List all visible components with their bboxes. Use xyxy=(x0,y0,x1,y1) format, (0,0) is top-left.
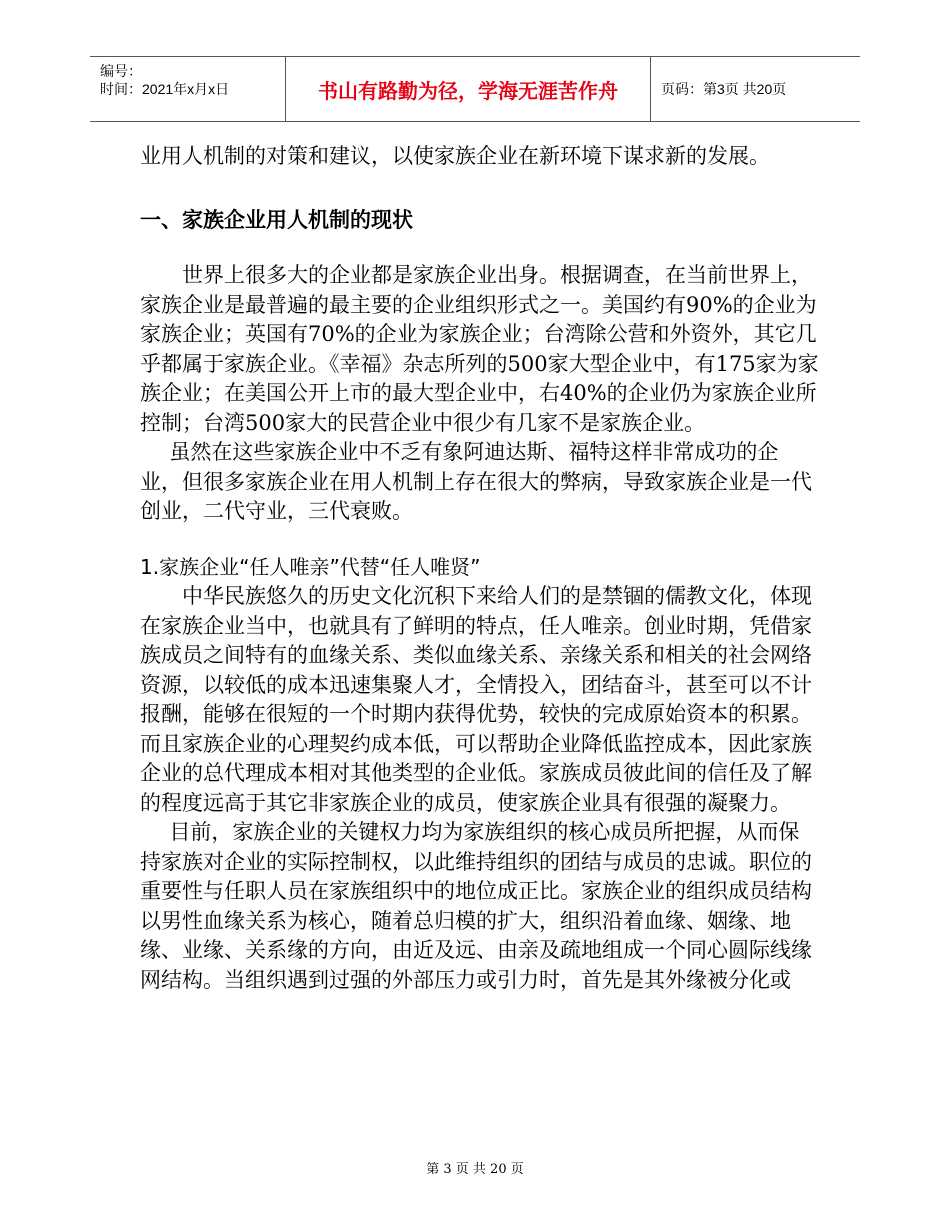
header-page-info: 页码：第3页 共20页 xyxy=(661,81,787,97)
paragraph-2: 虽然在这些家族企业中不乏有象阿迪达斯、福特这样非常成功的企业，但很多家族企业在用人机制上存在很大的弊病，导致家族企业是一代创业，二代守业，三代衰败。 xyxy=(140,440,812,523)
paragraph-4: 目前，家族企业的关键权力均为家族组织的核心成员所把握，从而保持家族对企业的实际控制权，以此维持组织的团结与成员的忠诚。职位的重要性与任职人员在家族组织中的地位成正比。家族企业的组织成员结构以男性血缘关系为核心，随着总归模的扩大，组织沿着血缘、姻缘、地缘、业缘、关系缘的方向，由近及远、由亲及疏地组成一个同心圆际线缘网结构。当组织遇到过强的外部压力或引力时，首先是其外缘被分化或 xyxy=(140,820,812,992)
paragraph-3: 中华民族悠久的历史文化沉积下来给人们的是禁锢的儒教文化，体现在家族企业当中，也就具有了鲜明的特点，任人唯亲。创业时期，凭借家族成员之间特有的血缘关系、类似血缘关系、亲缘关系和相关的社会网络资源，以较低的成本迅速集聚人才，全情投入，团结奋斗，甚至可以不计报酬，能够在很短的一个时期内获得优势，较快的完成原始资本的积累。而且家族企业的心理契约成本低，可以帮助企业降低监控成本，因此家族企业的总代理成本相对其他类型的企业低。家族成员彼此间的信任及了解的程度远高于其它非家族企业的成员，使家族企业具有很强的凝聚力。 xyxy=(140,584,812,815)
subsection-heading: 1.家族企业“任人唯亲”代替“任人唯贤” xyxy=(140,554,481,579)
document-number-label: 编号： xyxy=(100,63,142,79)
document-header xyxy=(90,56,860,122)
header-motto: 书山有路勤为径，学海无涯苦作舟 xyxy=(286,57,651,121)
paragraph-1: 世界上很多大的企业都是家族企业出身。根据调查，在当前世界上，家族企业是最普遍的最主要的企业组织形式之一。美国约有90%的企业为家族企业；英国有70%的企业为家族企业；台湾除公营和外资外，其它几乎都属于家族企业。《幸福》杂志所列的500家大型企业中，有175家为家族企业；在美国公开上市的最大型企业中，右40%的企业仍为家族企业所控制；台湾500家大的民营企业中很少有几家不是家族企业。 xyxy=(140,263,819,435)
page-footer: 第 3 页 共 20 页 xyxy=(426,1162,524,1177)
header-meta xyxy=(90,57,286,121)
section-heading: 一、家族企业用人机制的现状 xyxy=(140,207,413,232)
document-body xyxy=(140,142,820,995)
document-time: 时间：2021年x月x日 xyxy=(100,81,230,97)
intro-paragraph: 业用人机制的对策和建议，以使家族企业在新环境下谋求新的发展。 xyxy=(140,144,770,168)
